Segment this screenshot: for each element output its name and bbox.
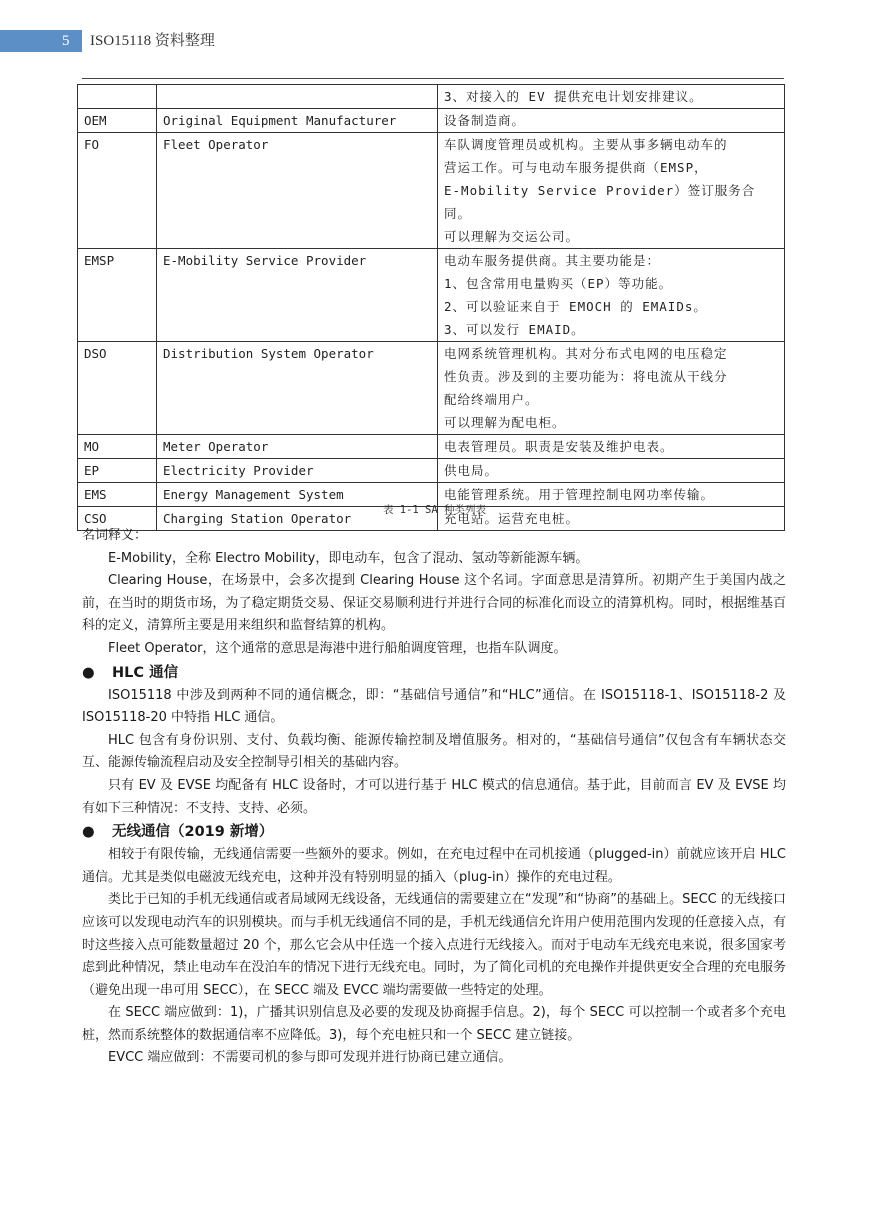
full-name-cell: Meter Operator xyxy=(157,435,438,459)
description-line: 2、可以验证来自于 EMOCH 的 EMAIDs。 xyxy=(444,299,707,314)
full-name-cell: E-Mobility Service Provider xyxy=(157,249,438,342)
para-fleet-operator: Fleet Operator，这个通常的意思是海港中进行船舶调度管理，也指车队调度。 xyxy=(108,640,567,656)
table-row xyxy=(78,459,785,483)
description-line: 充电站。运营充电桩。 xyxy=(444,511,580,526)
description-line: 电动车服务提供商。其主要功能是： xyxy=(444,253,661,268)
description-line: E-Mobility Service Provider）签订服务合同。 xyxy=(444,183,756,221)
description-cell xyxy=(438,85,785,109)
full-name-cell: Fleet Operator xyxy=(157,133,438,249)
description-cell xyxy=(438,459,785,483)
description-line: 1、包含常用电量购买（EP）等功能。 xyxy=(444,276,673,291)
para-emobility: E-Mobility，全称 Electro Mobility，即电动车，包含了混动、氢动等新能源车辆。 xyxy=(108,550,589,566)
abbr-cell: CSO xyxy=(78,507,157,531)
description-line: 车队调度管理员或机构。主要从事多辆电动车的 xyxy=(444,137,728,152)
heading-hlc xyxy=(82,661,786,685)
abbr-cell: EMSP xyxy=(78,249,157,342)
abbr-cell: EP xyxy=(78,459,157,483)
description-line: 设备制造商。 xyxy=(444,113,526,128)
description-line: 电表管理员。职责是安装及维护电表。 xyxy=(444,439,674,454)
sa-table xyxy=(77,84,785,531)
description-line: 可以理解为配电柜。 xyxy=(444,415,566,430)
heading-hlc-text: HLC 通信 xyxy=(112,664,179,681)
description-cell xyxy=(438,109,785,133)
description-line: 营运工作。可与电动车服务提供商（EMSP， xyxy=(444,160,708,175)
abbr-cell: DSO xyxy=(78,342,157,435)
abbr-cell: FO xyxy=(78,133,157,249)
abbr-cell: EMS xyxy=(78,483,157,507)
para-wireless-2: 类比于已知的手机无线通信或者局域网无线设备，无线通信的需要建立在“发现”和“协商”的基础上。SECC 的无线接口应该可以发现电动汽车的识别模块。而与手机无线通信不同的是，手机无线通信允许用户使用范围内发现的任意接入点，有时这些接入点可能数量超过 20 个，那么它会从中任选一个接入点进行无线接入。而对于电动车无线充电来说，很多国家考虑到此种情况，禁止电动车在没泊车的情况下进行无线充电。同时，为了简化司机的充电操作并提供更安全合理的充电服务（避免出现一串可用 SECC），在 SECC 端及 EVCC 端均需要做一些特定的处理。 xyxy=(82,892,786,998)
para-clearing-house: Clearing House，在场景中，会多次提到 Clearing House 这个名词。字面意思是清算所。初期产生于美国内战之前，在当时的期货市场，为了稳定期货交易、保证交易顺利进行并进行合同的标准化而设立的清算机构。同时，根据维基百科的定义，清算所主要是用来组织和监督结算的机构。 xyxy=(82,573,786,634)
description-cell xyxy=(438,249,785,342)
full-name-cell: Original Equipment Manufacturer xyxy=(157,109,438,133)
abbr-cell xyxy=(78,85,157,109)
heading-wireless xyxy=(82,820,786,844)
full-name-cell xyxy=(157,85,438,109)
full-name-cell: Energy Management System xyxy=(157,483,438,507)
bullet-icon: ● xyxy=(82,664,95,681)
description-line: 电能管理系统。用于管理控制电网功率传输。 xyxy=(444,487,715,502)
description-line: 3、可以发行 EMAID。 xyxy=(444,322,585,337)
para-hlc-3: 只有 EV 及 EVSE 均配备有 HLC 设备时，才可以进行基于 HLC 模式的信息通信。基于此，目前而言 EV 及 EVSE 均有如下三种情况：不支持、支持、必须。 xyxy=(82,777,786,816)
description-line: 配给终端用户。 xyxy=(444,392,539,407)
table-row xyxy=(78,109,785,133)
para-hlc-2: HLC 包含有身份识别、支付、负载均衡、能源传输控制及增值服务。相对的，“基础信号通信”仅包含有车辆状态交互、能源传输流程启动及安全控制导引相关的基础内容。 xyxy=(82,732,786,771)
abbr-cell: MO xyxy=(78,435,157,459)
full-name-cell: Electricity Provider xyxy=(157,459,438,483)
full-name-cell: Distribution System Operator xyxy=(157,342,438,435)
description-line: 电网系统管理机构。其对分布式电网的电压稳定 xyxy=(444,346,728,361)
header-title: ISO15118 资料整理 xyxy=(90,33,215,49)
description-line: 3、对接入的 EV 提供充电计划安排建议。 xyxy=(444,89,703,104)
abbr-cell: OEM xyxy=(78,109,157,133)
description-cell xyxy=(438,435,785,459)
heading-wireless-text: 无线通信（2019 新增） xyxy=(112,824,274,841)
description-cell xyxy=(438,342,785,435)
page-number: 5 xyxy=(0,30,82,52)
table-row xyxy=(78,133,785,249)
glossary-title: 名词释义： xyxy=(82,528,148,543)
description-line: 性负责。涉及到的主要功能为：将电流从干线分 xyxy=(444,369,728,384)
table-caption: 表 1-1 SA 种类列表 xyxy=(382,504,487,516)
full-name-cell: Charging Station Operator xyxy=(157,507,438,531)
description-line: 可以理解为交运公司。 xyxy=(444,229,580,244)
table-row xyxy=(78,342,785,435)
table-row xyxy=(78,85,785,109)
body-text xyxy=(82,525,786,1070)
description-cell xyxy=(438,133,785,249)
header-rule xyxy=(82,78,784,79)
table-row xyxy=(78,435,785,459)
para-wireless-1: 相较于有限传输，无线通信需要一些额外的要求。例如，在充电过程中在司机接通（plugged-in）前就应该开启 HLC 通信。尤其是类似电磁波无线充电，这种并没有特别明显的插入（plug-in）操作的充电过程。 xyxy=(82,847,786,885)
description-line: 供电局。 xyxy=(444,463,499,478)
bullet-icon: ● xyxy=(82,824,95,841)
para-wireless-4: EVCC 端应做到：不需要司机的参与即可发现并进行协商已建立通信。 xyxy=(108,1050,512,1066)
table-row xyxy=(78,249,785,342)
para-hlc-1: ISO15118 中涉及到两种不同的通信概念，即：“基础信号通信”和“HLC”通信。在 ISO15118-1、ISO15118-2 及 ISO15118-20 中特指 HLC 通信。 xyxy=(82,687,786,726)
para-wireless-3: 在 SECC 端应做到：1)，广播其识别信息及必要的发现及协商握手信息。2)，每个 SECC 可以控制一个或者多个充电桩，然而系统整体的数据通信率不应降低。3)，每个充电桩只和一个 SECC 建立链接。 xyxy=(82,1005,786,1043)
